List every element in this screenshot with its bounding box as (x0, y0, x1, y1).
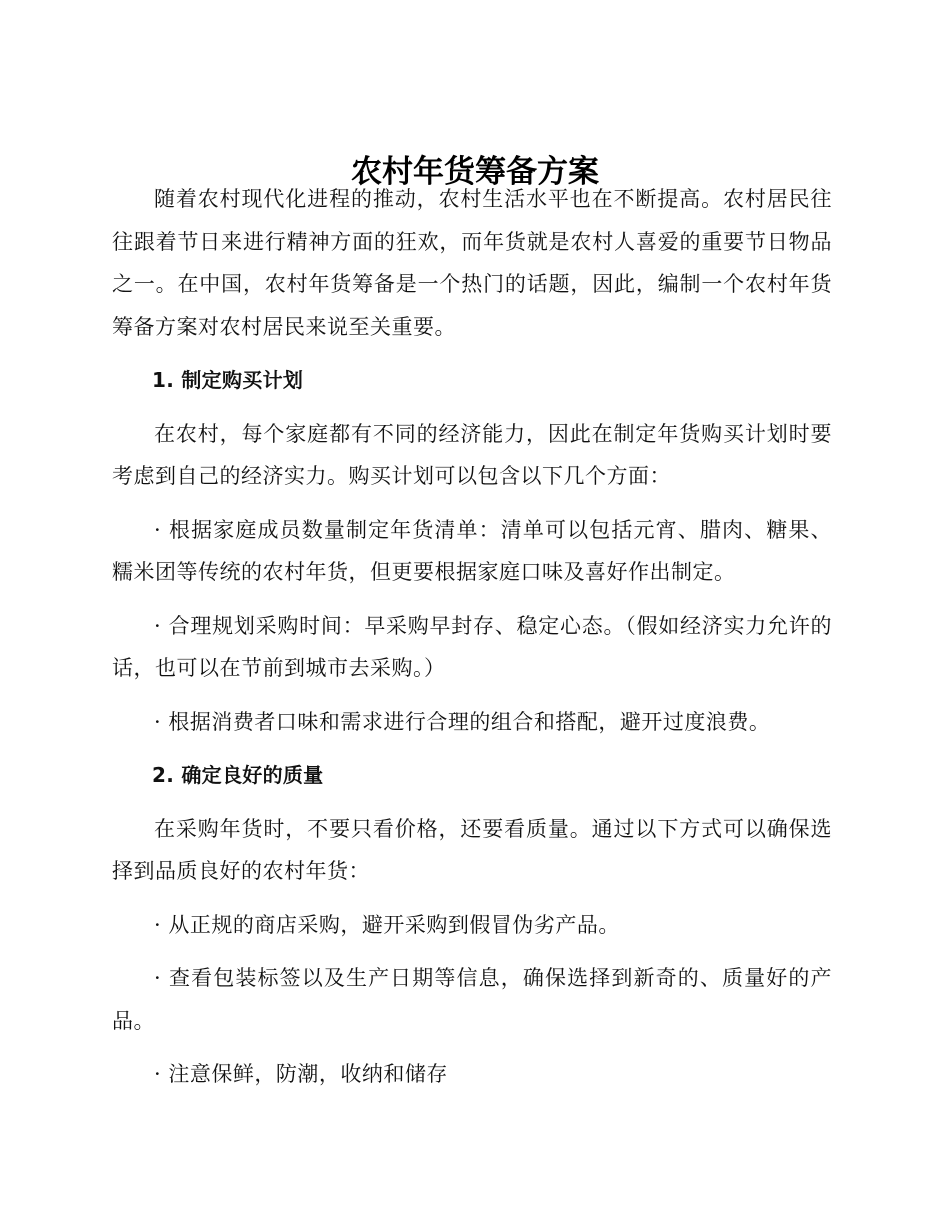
intro-paragraph: 随着农村现代化进程的推动，农村生活水平也在不断提高。农村居民往往跟着节日来进行精神方面的狂欢，而年货就是农村人喜爱的重要节日物品之一。在中国，农村年货筹备是一个热门的话题，因此，编制一个农村年货筹备方案对农村居民来说至关重要。 (112, 187, 832, 339)
section-1-item: · 根据家庭成员数量制定年货清单：清单可以包括元宵、腊肉、糖果、糯米团等传统的农村年货，但更要根据家庭口味及喜好作出制定。 (112, 517, 832, 584)
section-1-item: · 根据消费者口味和需求进行合理的组合和搭配，避开过度浪费。 (154, 709, 771, 734)
section-2-item: · 查看包装标签以及生产日期等信息，确保选择到新奇的、质量好的产品。 (112, 966, 832, 1033)
section-2-intro: 在采购年货时，不要只看价格，还要看质量。通过以下方式可以确保选择到品质良好的农村年货： (112, 816, 832, 883)
document-title: 农村年货筹备方案 (351, 153, 599, 190)
section-heading-2: 2. 确定良好的质量 (152, 763, 324, 787)
section-1-intro: 在农村，每个家庭都有不同的经济能力，因此在制定年货购买计划时要考虑到自己的经济实力。购买计划可以包含以下几个方面： (112, 421, 832, 488)
document-body (112, 178, 832, 1096)
section-2-item: · 从正规的商店采购，避开采购到假冒伪劣产品。 (154, 912, 620, 937)
section-1-item: · 合理规划采购时间：早采购早封存、稳定心态。（假如经济实力允许的话，也可以在节前到城市去采购。） (112, 613, 832, 680)
section-2-item: · 注意保鲜，防潮，收纳和储存 (154, 1062, 448, 1086)
section-heading-1: 1. 制定购买计划 (152, 368, 304, 392)
